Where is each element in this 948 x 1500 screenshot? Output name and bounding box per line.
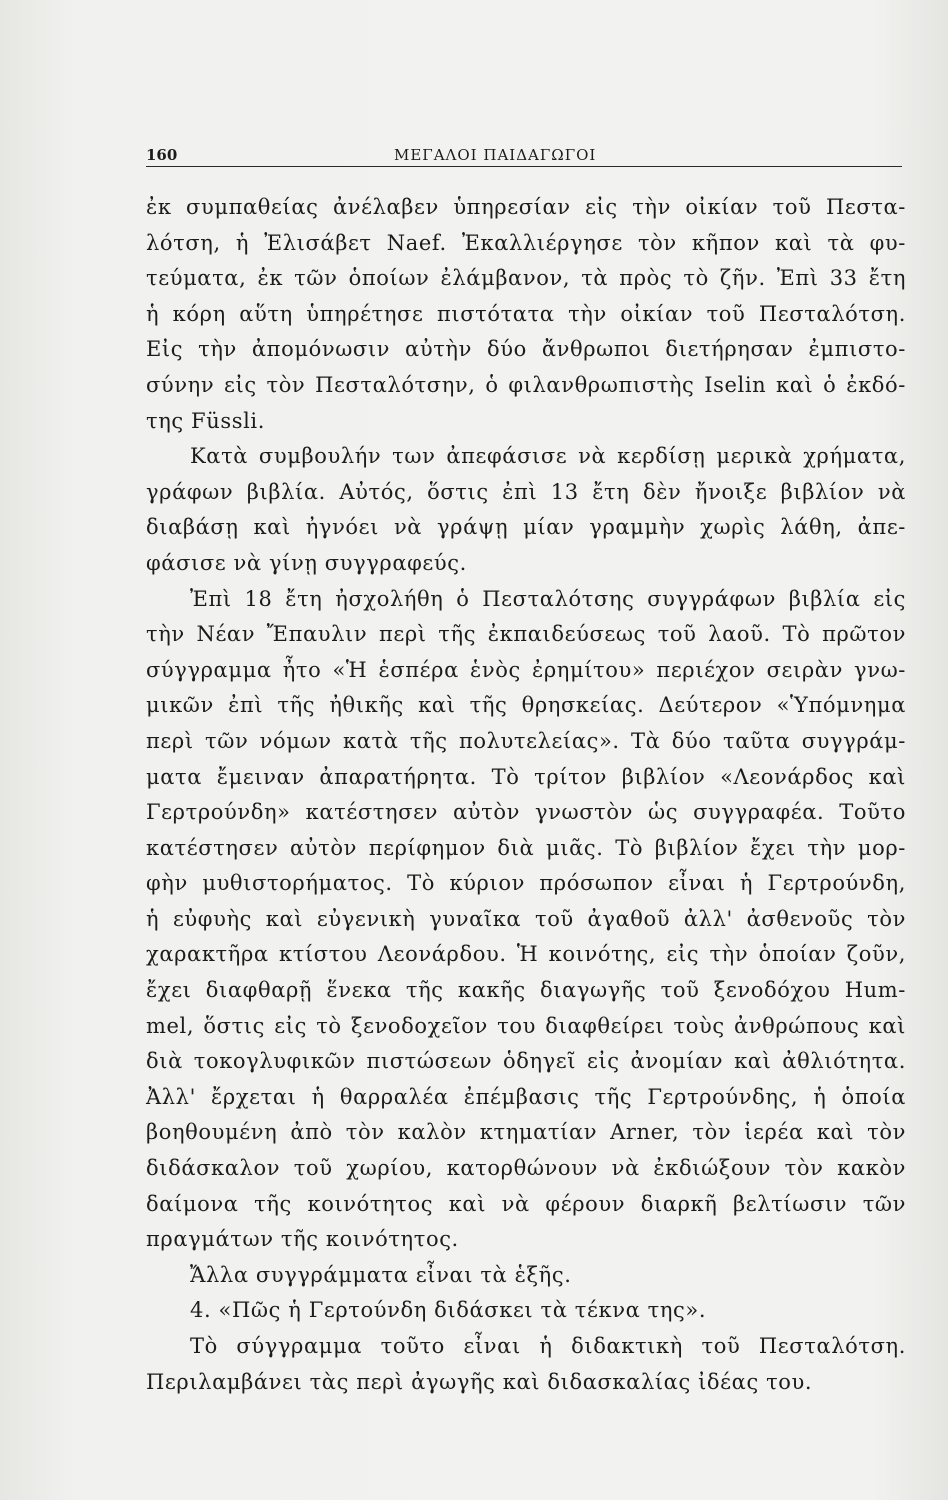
text-line: γράφων βιβλία. Αὐτός, ὅστις ἐπὶ 13 ἔτη δὲν ἤνοιξε βιβλίον νὰ bbox=[146, 479, 906, 504]
text-line: Τὸ σύγγραμμα τοῦτο εἶναι ἡ διδακτικὴ τοῦ Πεσταλότση. bbox=[190, 1334, 906, 1358]
text-line: σύγγραμμα ἦτο «Ἡ ἑσπέρα ἑνὸς ἐρημίτου» περιέχον σειρὰν γνω- bbox=[146, 657, 906, 682]
text-line: πραγμάτων τῆς κοινότητος. bbox=[146, 1227, 459, 1252]
text-line: διδάσκαλον τοῦ χωρίου, κατορθώνουν νὰ ἐκδιώξουν τὸν κακὸν bbox=[146, 1156, 906, 1181]
header-rule bbox=[146, 166, 902, 167]
text-line: Κατὰ συμβουλήν των ἀπεφάσισε νὰ κερδίσῃ μερικὰ χρήματα, bbox=[190, 444, 906, 469]
text-line: Γερτρούνδη» κατέστησεν αὐτὸν γνωστὸν ὡς συγγραφέα. Τοῦτο bbox=[146, 800, 906, 825]
page-number: 160 bbox=[146, 146, 178, 164]
text-line: Ἐπὶ 18 ἔτη ἠσχολήθη ὁ Πεσταλότσης συγγράφων βιβλία εἰς bbox=[190, 586, 906, 611]
text-line: φάσισε νὰ γίνῃ συγγραφεύς. bbox=[146, 550, 467, 575]
text-line: τὴν Νέαν Ἔπαυλιν περὶ τῆς ἐκπαιδεύσεως τοῦ λαοῦ. Τὸ πρῶτον bbox=[146, 622, 906, 647]
text-line: ἔχει διαφθαρῇ ἕνεκα τῆς κακῆς διαγωγῆς τοῦ ξενοδόχου Hum- bbox=[146, 978, 906, 1003]
running-header bbox=[146, 146, 902, 166]
text-line: ἡ εὐφυὴς καὶ εὐγενικὴ γυναῖκα τοῦ ἀγαθοῦ ἀλλ' ἀσθενοῦς τὸν bbox=[146, 906, 906, 931]
text-line: χαρακτῆρα κτίστου Λεονάρδου. Ἡ κοινότης, εἰς τὴν ὁποίαν ζοῦν, bbox=[146, 942, 906, 967]
text-line: κατέστησεν αὐτὸν περίφημον διὰ μιᾶς. Τὸ βιβλίον ἔχει τὴν μορ- bbox=[146, 835, 906, 860]
text-line: φὴν μυθιστορήματος. Τὸ κύριον πρόσωπον εἶναι ἡ Γερτρούνδη, bbox=[146, 871, 906, 896]
text-line: mel, ὅστις εἰς τὸ ξενοδοχεῖον του διαφθείρει τοὺς ἀνθρώπους καὶ bbox=[146, 1013, 906, 1038]
text-line: δαίμονα τῆς κοινότητος καὶ νὰ φέρουν διαρκῆ βελτίωσιν τῶν bbox=[146, 1191, 906, 1216]
text-line: μικῶν ἐπὶ τῆς ἠθικῆς καὶ τῆς θρησκείας. Δεύτερον «Ὑπόμνημα bbox=[146, 693, 906, 718]
text-line: περὶ τῶν νόμων κατὰ τῆς πολυτελείας». Τὰ δύο ταῦτα συγγράμ- bbox=[146, 728, 906, 753]
text-line: διὰ τοκογλυφικῶν πιστώσεων ὁδηγεῖ εἰς ἀνομίαν καὶ ἀθλιότητα. bbox=[146, 1049, 906, 1074]
text-line: Ἀλλ' ἔρχεται ἡ θαρραλέα ἐπέμβασις τῆς Γερτρούνδης, ἡ ὁποία bbox=[146, 1084, 906, 1109]
text-line: ἐκ συμπαθείας ἀνέλαβεν ὑπηρεσίαν εἰς τὴν οἰκίαν τοῦ Πεστα- bbox=[146, 195, 906, 219]
text-line: 4. «Πῶς ἡ Γερτούνδη διδάσκει τὰ τέκνα της». bbox=[190, 1298, 707, 1323]
text-line: λότση, ἡ Ἐλισάβετ Naef. Ἐκαλλιέργησε τὸν κῆπον καὶ τὰ φυ- bbox=[146, 230, 906, 255]
text-line: ἡ κόρη αὕτη ὑπηρέτησε πιστότατα τὴν οἰκίαν τοῦ Πεσταλότση. bbox=[146, 301, 906, 326]
text-line: Εἰς τὴν ἀπομόνωσιν αὐτὴν δύο ἄνθρωποι διετήρησαν ἐμπιστο- bbox=[146, 337, 906, 362]
text-line: βοηθουμένη ἀπὸ τὸν καλὸν κτηματίαν Arner, τὸν ἱερέα καὶ τὸν bbox=[146, 1120, 906, 1145]
text-line: ματα ἔμειναν ἀπαρατήρητα. Τὸ τρίτον βιβλίον «Λεονάρδος καὶ bbox=[146, 764, 906, 789]
text-line: Περιλαμβάνει τὰς περὶ ἀγωγῆς καὶ διδασκαλίας ἰδέας του. bbox=[146, 1369, 813, 1394]
text-line: της Füssli. bbox=[146, 408, 265, 433]
text-line: διαβάσῃ καὶ ἠγνόει νὰ γράψῃ μίαν γραμμὴν χωρὶς λάθη, ἀπε- bbox=[146, 515, 906, 540]
text-line: Ἄλλα συγγράμματα εἶναι τὰ ἑξῆς. bbox=[190, 1262, 572, 1287]
text-line: τεύματα, ἐκ τῶν ὁποίων ἐλάμβανον, τὰ πρὸς τὸ ζῆν. Ἐπὶ 33 ἔτη bbox=[146, 266, 906, 291]
running-title: ΜΕΓΑΛΟΙ ΠΑΙΔΑΓΩΓΟΙ bbox=[394, 146, 597, 164]
text-line: σύνην εἰς τὸν Πεσταλότσην, ὁ φιλανθρωπιστὴς Iselin καὶ ὁ ἐκδό- bbox=[146, 372, 906, 397]
text-body bbox=[146, 190, 906, 1400]
